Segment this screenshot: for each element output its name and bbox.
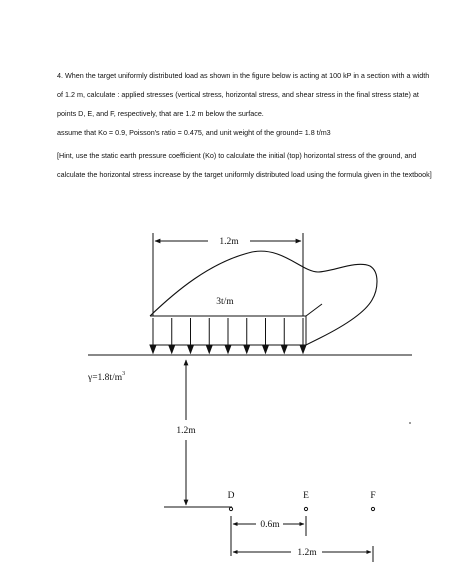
load-arrows bbox=[150, 318, 306, 353]
question-text: 4. When the target uniformly distributed load as shown in the figure below is acting at 100 kP in a section with a width of 1.2 m, calculate : applied stresses (vertical stress, horizontal stress, and shear stress in the final stress state) at points D, E, and F, respectively, that are 1.2 m below the surface. bbox=[57, 71, 430, 118]
point-e-marker bbox=[304, 507, 307, 510]
load-block-top-edge bbox=[306, 304, 322, 316]
load-intensity-label: 3t/m bbox=[216, 297, 234, 307]
unit-weight-label: $\gamma=1.8t/m^3$ bbox=[88, 371, 126, 383]
load-arrow-head bbox=[244, 345, 250, 353]
offset-f-label: 1.2m bbox=[297, 548, 317, 558]
assumptions-text: assume that Ko = 0.9, Poisson's ratio = 0.475, and unit weight of the ground= 1.8 t/m3 bbox=[57, 128, 331, 137]
offset-e-label: 0.6m bbox=[260, 520, 280, 530]
load-arrow-head bbox=[281, 345, 287, 353]
point-e-label: E bbox=[303, 491, 309, 501]
point-d-marker bbox=[229, 507, 232, 510]
point-f-marker bbox=[371, 507, 374, 510]
depth-label: 1.2m bbox=[176, 426, 196, 436]
hint-text: [Hint, use the static earth pressure coefficient (Ko) to calculate the initial (top) horizontal stress of the ground, and calculate the horizontal stress increase by the target uniformly distributed load using the formula given in the textbook] bbox=[57, 151, 432, 179]
load-arrow-head bbox=[188, 345, 194, 353]
load-arrow-head bbox=[206, 345, 212, 353]
load-arrow-head bbox=[169, 345, 175, 353]
load-arrow-head bbox=[150, 345, 156, 353]
load-arrow-head bbox=[225, 345, 231, 353]
load-width-label: 1.2m bbox=[219, 237, 239, 247]
load-arrow-head bbox=[300, 345, 306, 353]
stray-dot bbox=[409, 422, 411, 424]
point-d-label: D bbox=[227, 491, 235, 501]
load-arrow-head bbox=[263, 345, 269, 353]
unit-weight-exponent: 3 bbox=[122, 371, 126, 377]
point-f-label: F bbox=[370, 491, 376, 501]
load-block-outline bbox=[150, 251, 377, 345]
